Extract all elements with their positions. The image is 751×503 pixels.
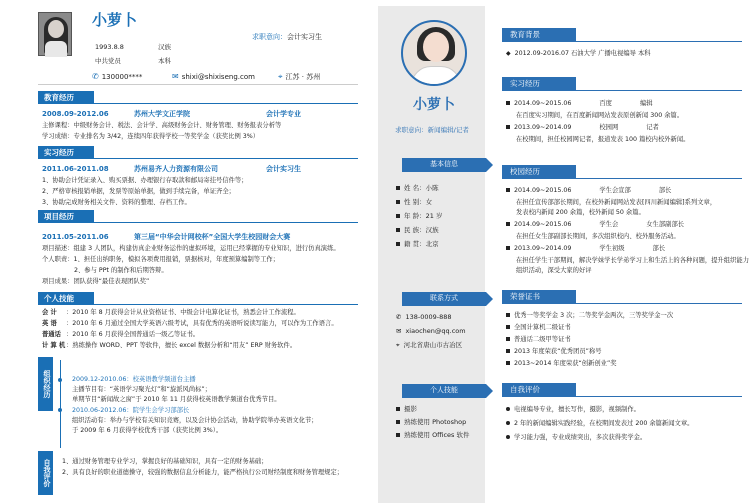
bullet-icon <box>396 242 400 246</box>
section-education: 教育经历 <box>38 91 94 104</box>
objective: 求职意向：会计实习生 <box>252 33 322 41</box>
campus-desc: 在担任学生干部期间，解决学妹学长学弟学习上和生活上的各种问题，提升组织能力 <box>516 257 749 264</box>
section-contact: 联系方式 <box>402 292 486 306</box>
resume-right <box>374 0 751 503</box>
section-line <box>38 304 358 305</box>
section-basic-info: 基本信息 <box>402 158 486 172</box>
bullet-icon <box>506 407 510 411</box>
email-icon: ✉ <box>172 72 179 81</box>
bullet-icon <box>396 200 400 204</box>
campus-desc: 在担任宣传部部长期间，在校外新闻网站发表[四川新闻编辑]系列文章， <box>516 199 717 206</box>
intern-entry: 2013.09~2014.09 校园网 记者 <box>506 124 659 133</box>
campus-desc: 发表校内新闻 200 余篇，校外新闻 50 余篇。 <box>516 209 645 216</box>
skill-key: 普通话 <box>42 331 61 338</box>
intern-company: 苏州易齐人力资源有限公司 <box>134 165 218 173</box>
phone-icon: ✆ <box>92 72 99 81</box>
award-item: 普通话二级甲等证书 <box>506 336 571 345</box>
phone-icon: ✆ <box>396 313 402 321</box>
edu-courses: 主修课程：中级财务会计、税法、会计学、高级财务会计、财务管理、财务报表分析等 <box>42 122 282 129</box>
section-line <box>502 396 742 397</box>
timeline-dot <box>58 408 62 412</box>
location-icon: ⌖ <box>396 341 400 349</box>
bullet-icon <box>396 228 400 232</box>
award-item: 2013 年度荣获“优秀团员”称号 <box>506 348 602 357</box>
self-eval-item: 学习能力强，专业成绩突出，多次获得奖学金。 <box>506 434 646 443</box>
phone: ✆ 130000**** <box>92 72 143 81</box>
section-internship: 实习经历 <box>502 77 576 91</box>
self-eval-item: 电视编导专业，擅长写作，摄影，视频制作。 <box>506 406 640 415</box>
campus-desc: 在担任女生部副部长期间，多次组织校内、校外服务活动。 <box>516 233 680 240</box>
objective: 求职意向：新闻编辑/记者 <box>395 126 469 134</box>
profile-photo <box>38 12 72 56</box>
project-desc: 项目描述：组建 3 人团队，构建仿真企业财务运作的虚拟环境，运用已经掌握的专业知识，进行仿真演练。 <box>42 245 340 252</box>
skill-item: 熟练使用 Offices 软件 <box>396 431 470 440</box>
contact-phone: ✆ 138-0009-888 <box>396 313 452 321</box>
edu-school: 苏州大学文正学院 <box>134 110 190 118</box>
diamond-icon: ◆ <box>506 50 511 57</box>
candidate-name: 小萝卜 <box>92 11 138 29</box>
bullet-icon <box>396 407 400 411</box>
intern-duty: 3、协助完成财务相关文件、资料的整理、存档工作。 <box>42 199 191 206</box>
skill-key: 英 语 <box>42 320 57 327</box>
campus-b-line: 于 2009 年 6 月获得学校优秀干部（获奖比例 3%）。 <box>72 427 223 434</box>
intern-entry: 2014.09~2015.06 百度 编辑 <box>506 100 653 109</box>
bullet-icon <box>506 349 510 353</box>
project-duty: 2、参与 PPt 的制作和后期答辩。 <box>74 267 168 274</box>
bullet-icon <box>506 337 510 341</box>
section-line <box>502 90 742 91</box>
award-item: 2013~2014 年度荣获“创新创业”奖 <box>506 360 617 369</box>
bullet-icon <box>506 313 510 317</box>
award-item: 全国计算机二级证书 <box>506 324 571 333</box>
contact-address: ⌖ 河北省唐山市古冶区 <box>396 341 463 349</box>
skill-key: 计 算 机 <box>42 342 66 349</box>
bullet-icon <box>396 420 400 424</box>
section-skills: 个人技能 <box>38 292 94 305</box>
skill-value: ：熟练操作 WORD、PPT 等软件，擅长 excel 数据分析和“用友” ERP 财务软件。 <box>66 342 297 349</box>
intern-desc: 在百度实习期间，在百度新闻网站发表原创新闻 300 余篇。 <box>516 112 684 119</box>
intern-date: 2011.06-2011.08 <box>42 165 109 173</box>
bullet-icon <box>506 125 510 129</box>
section-line <box>38 158 358 159</box>
skill-value: ：2010 年 6 月通过全国大学英语六级考试，具有优秀的英语听说读写能力，可以作为工作语言。 <box>66 320 338 327</box>
section-internship: 实习经历 <box>38 146 94 159</box>
section-campus: 组织经历 <box>38 357 53 411</box>
edu-grades: 学习成绩：专业排名为 3/42，连续四年获得学校一等奖学金（获奖比例 3%） <box>42 133 260 140</box>
birth-date: 1993.8.8 <box>95 43 124 51</box>
education-level: 本科 <box>158 57 171 65</box>
section-line <box>502 178 742 179</box>
bullet-icon <box>396 214 400 218</box>
edu-line: ◆ 2012.09-2016.07 石油大学 广播电视编导 本科 <box>506 50 651 57</box>
section-line <box>38 222 358 223</box>
bullet-icon <box>506 325 510 329</box>
email: ✉ shixi@shixiseng.com <box>172 72 255 81</box>
basic-info-item: 姓 名：小陈 <box>396 184 439 193</box>
bullet-icon <box>506 188 510 192</box>
basic-info-item: 年 龄：21 岁 <box>396 212 442 221</box>
campus-b-date: 2010.06-2012.06：院学生会学习部部长 <box>72 407 190 414</box>
bullet-icon <box>396 433 400 437</box>
section-education: 教育背景 <box>502 28 576 42</box>
intern-duty: 1、协助会计凭证录入、购买票据、办理银行存取款和邮局寄挂号信件等； <box>42 177 248 184</box>
section-campus: 校园经历 <box>502 165 576 179</box>
basic-info-item: 籍 贯：北京 <box>396 240 439 249</box>
campus-entry: 2014.09~2015.06 学生会宣部 部长 <box>506 187 671 196</box>
skill-value: ：2010 年 6 月获得全国普通话一级乙等证书。 <box>66 331 200 338</box>
basic-info-item: 民 族：汉族 <box>396 226 439 235</box>
timeline-dot <box>58 378 62 382</box>
politics: 中共党员 <box>95 57 121 65</box>
skill-value: ：2010 年 8 月获得会计从业资格证书、中级会计电算化证书，熟悉会计工作流程。 <box>66 309 300 316</box>
edu-major: 会计学专业 <box>266 110 301 118</box>
skill-item: 熟练使用 Photoshop <box>396 418 466 427</box>
skill-key: 会 计 <box>42 309 57 316</box>
resume-left <box>0 0 374 503</box>
self-eval-line: 1、通过财务管理专业学习，掌握良好的基础知识，具有一定的财务基础； <box>62 458 268 465</box>
campus-entry: 2014.09~2015.06 学生会 女生部副部长 <box>506 221 684 230</box>
section-project: 项目经历 <box>38 210 94 223</box>
bullet-icon <box>396 186 400 190</box>
email-icon: ✉ <box>396 327 402 335</box>
bullet-icon <box>506 361 510 365</box>
project-name: 第三届“中华会计网校杯”全国大学生校园财会大赛 <box>134 233 291 241</box>
campus-a-line: 主播节目有：“英语学习聚光灯”和“旋派风尚标”； <box>72 386 211 393</box>
campus-a-line: 单期节目“新闻故之窗”于 2010 年 11 月获得校英语教学频道台优秀节目。 <box>72 396 281 403</box>
campus-b-line: 组织活动有：举办与学校有关知识竞赛，以及会计协会活动，协助学院举办英语文化节； <box>72 417 318 424</box>
location: ⌖ 江苏 · 苏州 <box>278 72 321 81</box>
contact-email: ✉ xiaochen@qq.com <box>396 327 466 335</box>
bullet-icon <box>506 101 510 105</box>
section-line <box>502 303 742 304</box>
ethnicity: 汉族 <box>158 43 171 51</box>
section-self-eval: 自我评价 <box>502 383 576 397</box>
bullet-icon <box>506 222 510 226</box>
intern-duty: 2、严格审核报销单据，发票等原始单据，做到手续完备，单证齐全； <box>42 188 235 195</box>
section-awards: 荣誉证书 <box>502 290 576 304</box>
project-duty: 个人职责：1、担任出纳职务，模拟各项费用报销，票据核对，年度预算编制等工作； <box>42 256 279 263</box>
project-result: 项目成果：团队获得“最佳表现团队奖” <box>42 278 150 285</box>
basic-info-item: 性 别：女 <box>396 198 432 207</box>
campus-desc: 组织活动，深受大家的好评 <box>516 267 592 274</box>
section-line <box>502 41 742 42</box>
campus-a-date: 2009.12-2010.06：校英语教学频道台主播 <box>72 376 196 383</box>
section-self-eval: 自我评价 <box>38 451 53 495</box>
timeline-line <box>60 360 61 448</box>
section-line <box>38 103 358 104</box>
self-eval-item: 2 年的新闻编辑实践经验，在校期间发表过 200 余篇新闻文章。 <box>506 420 693 429</box>
bullet-icon <box>506 421 510 425</box>
intern-role: 会计实习生 <box>266 165 301 173</box>
bullet-icon <box>506 435 510 439</box>
bullet-icon <box>506 246 510 250</box>
project-date: 2011.05-2011.06 <box>42 233 109 241</box>
skill-item: 摄影 <box>396 405 417 414</box>
intern-desc: 在校期间，担任校园网记者，报道发表 100 篇校内校外新闻。 <box>516 136 690 143</box>
self-eval-line: 2、具有良好的职业道德操守，较强的数据信息分析能力，能严格执行公司财经制度和财务管理规定； <box>62 469 344 476</box>
edu-date: 2008.09-2012.06 <box>42 110 109 118</box>
candidate-name: 小萝卜 <box>413 97 455 113</box>
divider <box>38 84 358 85</box>
award-item: 优秀一等奖学金 3 次；二等奖学金两次，三等奖学金一次 <box>506 312 673 321</box>
location-icon: ⌖ <box>278 72 283 81</box>
section-skills: 个人技能 <box>402 384 486 398</box>
campus-entry: 2013.09~2014.09 学生初级 部长 <box>506 245 665 254</box>
profile-photo <box>401 20 467 86</box>
